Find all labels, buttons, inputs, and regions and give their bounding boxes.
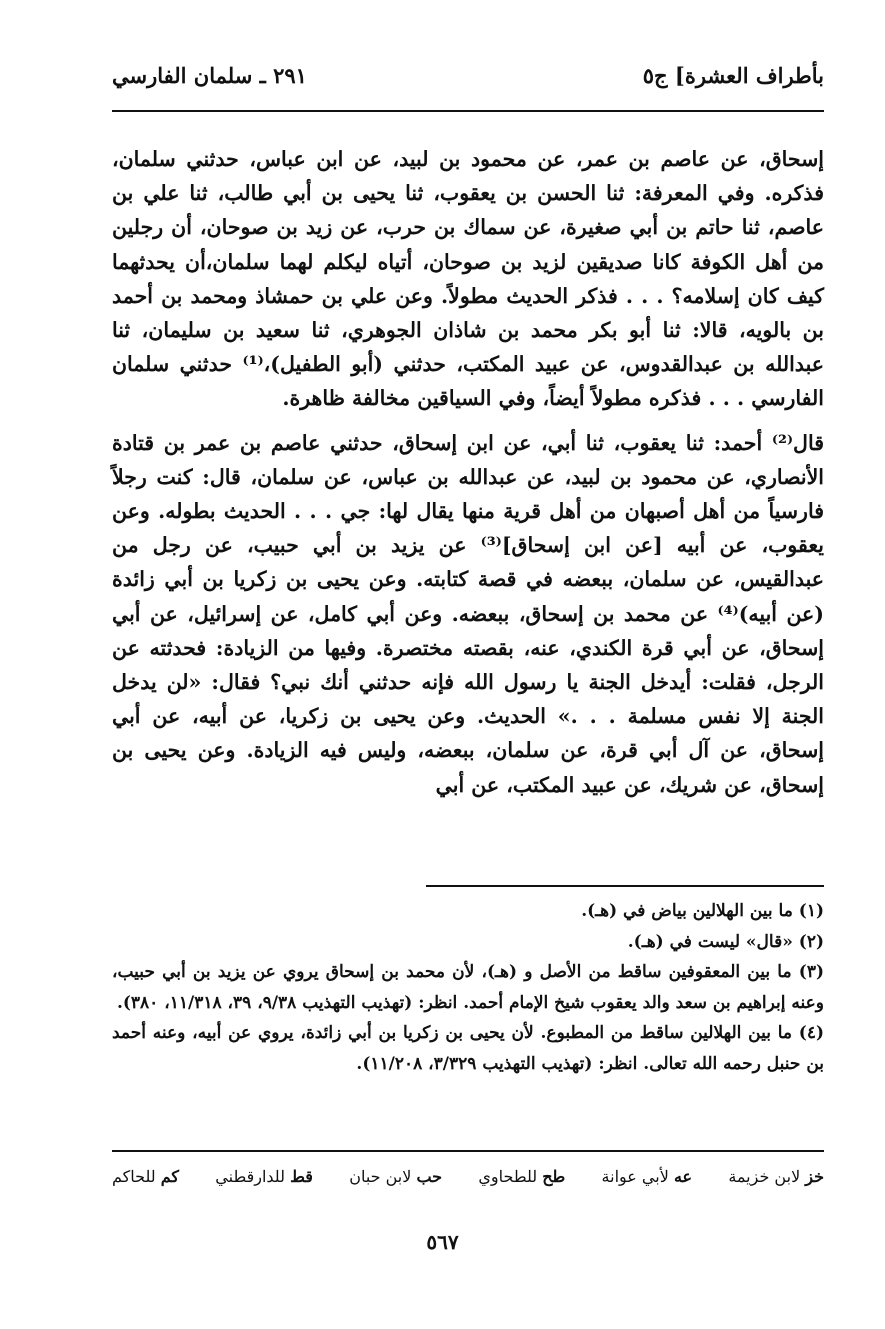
abbreviation-item: خز لابن خزيمة: [728, 1167, 824, 1186]
footnote-divider: [426, 885, 824, 887]
header-divider: [112, 110, 824, 112]
page-number: ٥٦٧: [426, 1230, 459, 1254]
header-volume-title: بأطراف العشرة] ج٥: [642, 62, 824, 88]
abbreviations-key: [112, 1167, 824, 1186]
abbreviations-divider: [112, 1150, 824, 1152]
abbreviation-item: كم للحاكم: [112, 1167, 179, 1186]
abbreviation-item: عه لأبي عوانة: [601, 1167, 693, 1186]
footnote-4: (٤) ما بين الهلالين ساقط من المطبوع. لأن يحيى بن زكريا بن أبي زائدة، يروي عن أبيه، وعنه أحمد بن حنبل رحمه الله تعالى. انظر: (تهذيب التهذيب ٣/٣٢٩، ١١/٢٠٨).: [112, 1023, 824, 1074]
running-header: [112, 52, 824, 98]
footnote-3: (٣) ما بين المعقوفين ساقط من الأصل و (هـ)، لأن محمد بن إسحاق يروي عن يزيد بن أبي حبيب، وعنه إبراهيم بن سعد والد يعقوب شيخ الإمام أحمد. انظر: (تهذيب التهذيب ٩/٣٨، ٣٩، ١١/٣١٨، ٣٨٠).: [112, 962, 824, 1013]
main-text: [112, 142, 824, 802]
footnotes: [112, 896, 824, 1079]
paragraph-2: قال⁽²⁾ أحمد: ثنا يعقوب، ثنا أبي، عن ابن إسحاق، حدثني عاصم بن عمر بن قتادة الأنصاري، عن محمود بن لبيد، عن عبدالله بن عباس، عن سلمان، قال: كنت رجلاً فارسياً من أهل أصبهان من أهل قرية منها يقال لها: جي . . . الحديث بطوله. وعن يعقوب، عن أبيه [عن ابن إسحاق]⁽³⁾ عن يزيد بن أبي حبيب، عن رجل من عبدالقيس، عن سلمان، ببعضه في قصة كتابته. وعن يحيى بن زكريا بن أبي زائدة (عن أبيه)⁽⁴⁾ عن محمد بن إسحاق، ببعضه. وعن أبي كامل، عن إسرائيل، عن أبي إسحاق، عن أبي قرة الكندي، عنه، بقصته مختصرة. وفيها من الزيادة: فحدثته عن الرجل، فقلت: أيدخل الجنة يا رسول الله فإنه حدثني أنك نبي؟ فقال: «لن يدخل الجنة إلا نفس مسلمة . . .» الحديث. وعن يحيى بن زكريا، عن أبيه، عن أبي إسحاق، عن آل أبي قرة، عن سلمان، ببعضه، وليس فيه الزيادة. وعن يحيى بن إسحاق، عن شريك، عن عبيد المكتب، عن أبي: [112, 430, 824, 797]
header-section-title: ٢٩١ ـ سلمان الفارسي: [112, 62, 307, 88]
abbreviation-item: قط للدارقطني: [215, 1167, 313, 1186]
footnote-1: (١) ما بين الهلالين بياض في (هـ).: [581, 901, 824, 921]
footnote-2: (٢) «قال» ليست في (هـ).: [627, 931, 824, 952]
paragraph-1: إسحاق، عن عاصم بن عمر، عن محمود بن لبيد، عن ابن عباس، حدثني سلمان، فذكره. وفي المعرفة: ثنا الحسن بن يعقوب، ثنا يحيى بن أبي طالب، ثنا علي بن عاصم، ثنا حاتم بن أبي صغيرة، عن سماك بن حرب، عن زيد بن صوحان، أن رجلين من أهل الكوفة كانا صديقين لزيد بن صوحان، أتياه ليكلم لهما سلمان،أن يحدثهما كيف كان إسلامه؟ . . . فذكر الحديث مطولاً. وعن علي بن حمشاذ ومحمد بن أحمد بن بالويه، قالا: ثنا أبو بكر محمد بن شاذان الجوهري، ثنا سعيد بن سليمان، ثنا عبدالله بن عبدالقدوس، عن عبيد المكتب، حدثني (أبو الطفيل)،⁽¹⁾ حدثني سلمان الفارسي . . . فذكره مطولاً أيضاً، وفي السياقين مخالفة ظاهرة.: [112, 147, 824, 411]
abbreviation-item: طح للطحاوي: [478, 1167, 566, 1186]
abbreviation-item: حب لابن حبان: [349, 1167, 443, 1186]
